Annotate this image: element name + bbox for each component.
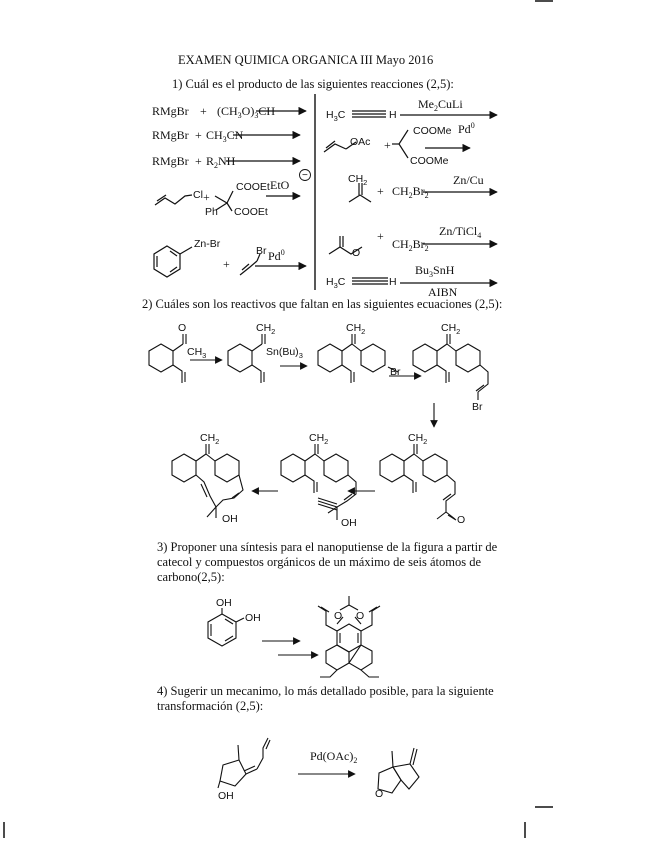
l1-sub: 3 — [237, 111, 242, 120]
q3-o1: O — [334, 610, 343, 622]
r4-plus: + — [377, 229, 384, 243]
l2-end: CN — [226, 128, 244, 142]
l2-plus: + — [195, 128, 202, 142]
r2-coome1: COOMe — [413, 125, 452, 137]
r4-reagent: Zn/TiCl — [439, 224, 478, 238]
l1-sub2: 3 — [254, 111, 259, 120]
r5-reagent2: AIBN — [428, 285, 458, 299]
r1-h3c: H — [326, 109, 334, 121]
l5-plus: + — [223, 257, 230, 271]
question-4-text: 4) Sugerir un mecanimo, lo más detallado posible, para la siguiente transformación (2,5): — [157, 684, 494, 713]
svg-text:(CH3O)3CH — [217, 104, 275, 120]
question-2-scheme — [0, 310, 655, 550]
l1-mid: O) — [241, 104, 255, 118]
l1-end: CH — [258, 104, 276, 118]
l1-plus: + — [200, 104, 207, 118]
svg-text:Pd0 — [268, 248, 285, 263]
svg-text:Me2CuLi: $Me_2CuLi$ — [418, 97, 463, 113]
r4-o: O — [352, 247, 361, 259]
q3-oh1: OH — [216, 597, 232, 609]
svg-text:R2NH — [206, 154, 236, 170]
svg-text:Bu3SnH: $Bu_3SnH$ — [415, 263, 455, 279]
r2-plus: + — [384, 138, 391, 152]
question-1-schemes — [0, 0, 655, 300]
q2-m7-oh: OH — [222, 513, 238, 525]
l4-charge: − — [302, 170, 308, 181]
svg-text:H3C: $H_3C$ — [326, 276, 346, 290]
svg-text:CH2: $CH_2$ — [256, 322, 276, 336]
q2-m3-br: Br — [390, 366, 401, 378]
r1-reagent: Me — [418, 97, 434, 111]
r3-ch2: CH — [348, 173, 364, 185]
q2-m4-br: Br — [472, 401, 483, 413]
q2-m6-oh: OH — [341, 517, 357, 529]
l1-reagent-b: (CH — [217, 104, 238, 118]
r3-b: CH — [392, 184, 409, 198]
r1-h: H — [389, 109, 397, 121]
r2-oac: OAc — [350, 136, 371, 148]
r2-reagent: Pd — [458, 122, 471, 136]
l4-reagent: EtO — [270, 178, 290, 192]
svg-text:CH2: $CH_2$ — [346, 322, 366, 336]
svg-text:CH3: $CH_3$ — [187, 346, 207, 360]
question-4-scheme — [0, 725, 655, 815]
l2-sub: 3 — [222, 135, 227, 144]
q2-m7-ch2: CH — [200, 432, 216, 444]
q2-m2-snbu: Sn(Bu) — [266, 346, 299, 358]
q2-m5-o: O — [457, 514, 466, 526]
svg-text:CH3CN — [206, 128, 244, 144]
l3-plus: + — [195, 154, 202, 168]
r3-plus: + — [377, 184, 384, 198]
l3-b: R — [206, 154, 215, 168]
l5-znbr: Zn-Br — [194, 238, 221, 250]
r4-b: CH — [392, 237, 409, 251]
q2-m1-o: O — [178, 322, 187, 334]
l3-reagent-a: RMgBr — [152, 154, 189, 168]
q4-reagent: Pd(OAc) — [310, 749, 354, 763]
l2-reagent-a: RMgBr — [152, 128, 189, 142]
q2-m6-ch2: CH — [309, 432, 325, 444]
r5-h: H — [389, 276, 397, 288]
l3-end: NH — [218, 154, 236, 168]
svg-text:Zn/TiCl4: Zn/TiCl$_4$ — [439, 224, 482, 240]
l2-b: CH — [206, 128, 223, 142]
q2-m2-ch2: CH — [256, 322, 272, 334]
q4-o: O — [375, 788, 384, 800]
q2-m4-ch2: CH — [441, 322, 457, 334]
svg-text:CH2: $CH_2$ — [408, 432, 428, 446]
l4-cl: Cl — [193, 189, 203, 201]
question-2-text: 2) Cuáles son los reactivos que faltan en las siguientes ecuaciones (2,5): — [142, 297, 503, 311]
svg-text:Pd0: Pd$^0$ — [458, 121, 475, 136]
l4-ph: Ph — [205, 206, 218, 218]
svg-text:CH2: $CH_2$ — [309, 432, 329, 446]
q4-oh: OH — [218, 790, 234, 802]
svg-text:H3C: $H_3C$ — [326, 109, 346, 123]
question-3-text: 3) Proponer una síntesis para el nanoputiense de la figura a partir de catecol y compuestos orgánicos de un máximo de seis átomos de carbono(2,5): — [157, 540, 498, 584]
r3-reagent: Zn/Cu — [453, 173, 484, 187]
question-1-text: 1) Cuál es el producto de las siguientes reacciones (2,5): — [172, 77, 454, 91]
svg-text:Sn(Bu)3: $Sn(Bu)_3$ — [266, 346, 303, 360]
l4-cooet2: COOEt — [234, 206, 268, 218]
l5-br: Br — [256, 245, 267, 257]
svg-text:CH2: $CH_2$ — [441, 322, 461, 336]
q2-m3-ch2: CH — [346, 322, 362, 334]
l4-plus: + — [203, 190, 210, 204]
l5-reagent-sup: 0 — [280, 248, 285, 257]
q2-m5-ch2: CH — [408, 432, 424, 444]
q3-o2: O — [356, 610, 365, 622]
l4-cooet1: COOEt — [236, 181, 270, 193]
l5-reagent: Pd — [268, 249, 281, 263]
l1-reagent-a: RMgBr — [152, 104, 189, 118]
r5-h3c: H — [326, 276, 334, 288]
exam-title: EXAMEN QUIMICA ORGANICA III Mayo 2016 — [178, 53, 434, 67]
q3-oh2: OH — [245, 612, 261, 624]
svg-text:CH2: $CH_2$ — [348, 173, 368, 187]
r5-reagent: Bu — [415, 263, 430, 277]
svg-text:CH2: $CH_2$ — [200, 432, 220, 446]
l3-sub: 2 — [214, 161, 219, 170]
svg-text:CH2Br2: $CH_2Br_2$ — [392, 184, 429, 200]
r2-coome2: COOMe — [410, 155, 449, 167]
q2-m1-ch3: CH — [187, 346, 203, 358]
svg-text:CH2Br2: $CH_2Br_2$ — [392, 237, 429, 253]
svg-text:Pd(OAc)2: $Pd(OAc)_2$ — [310, 749, 358, 765]
